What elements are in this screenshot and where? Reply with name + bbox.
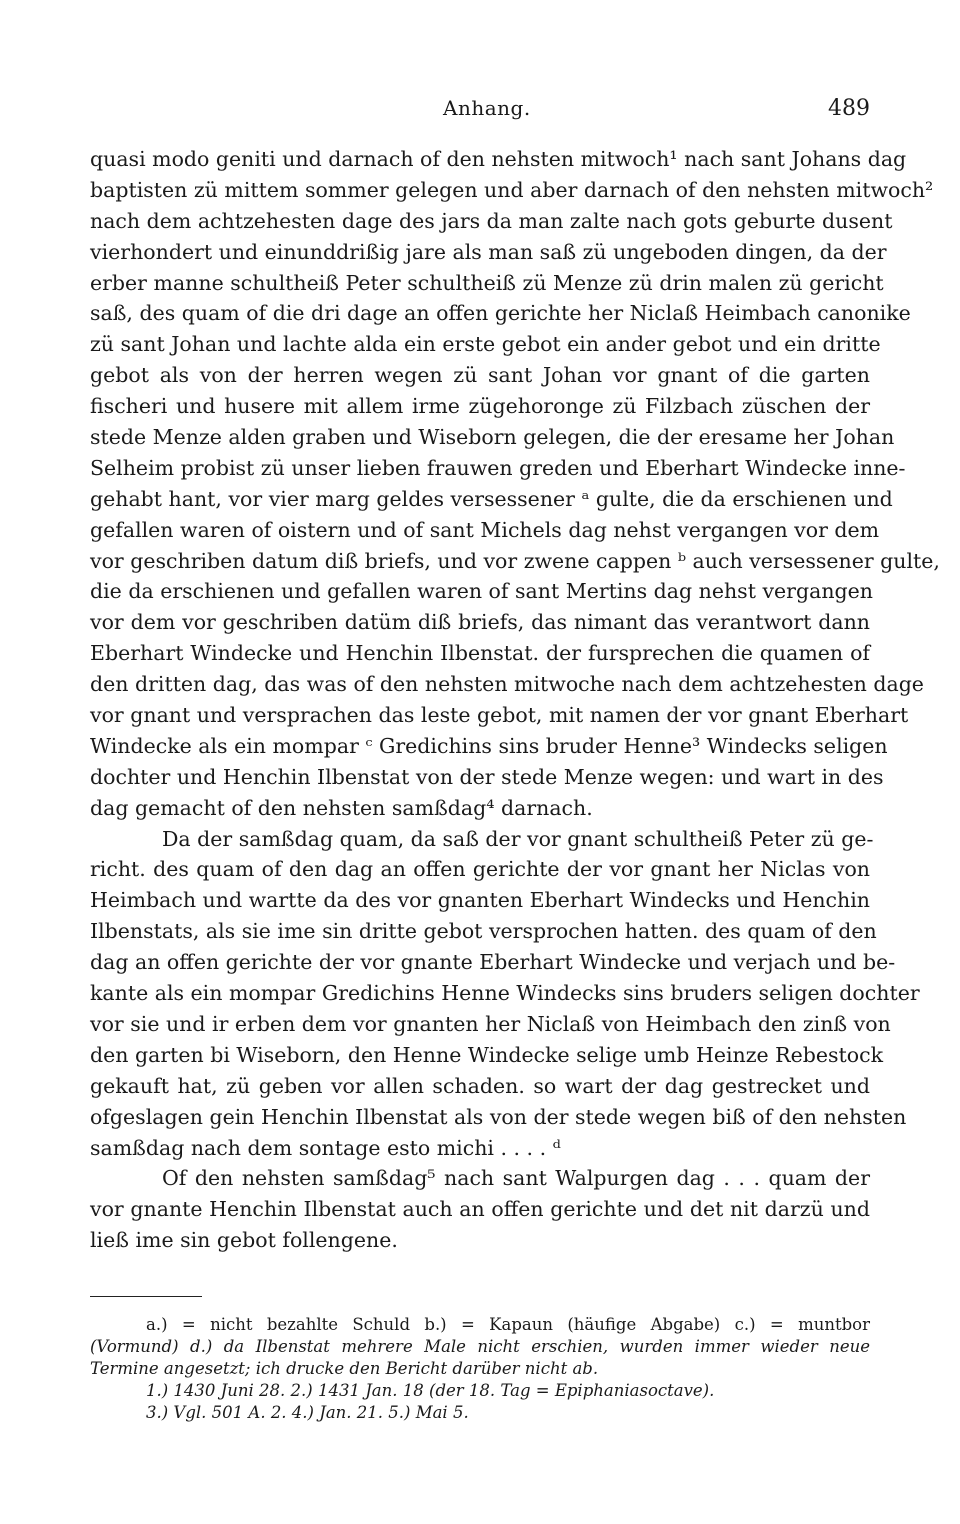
text-line: die da erschienen und gefallen waren of sant Mertins dag nehst vergangen xyxy=(90,579,873,604)
text-line: Windecke als ein mompar ᶜ Gredichins sins bruder Henne³ Windecks seligen xyxy=(90,733,888,758)
text-line: vor sie und ir erben dem vor gnanten her Niclaß von Heimbach den zinß von xyxy=(90,1011,891,1036)
text-line: Da der samßdag quam, da saß der vor gnant schultheiß Peter zü ge- xyxy=(162,826,874,851)
footnote-line: (Vormund) d.) da Ilbenstat mehrere Male nicht erschien, wurden immer wieder neue xyxy=(90,1337,870,1356)
text-line: fischeri und husere mit allem irme zügehoronge zü Filzbach züschen der xyxy=(90,394,870,419)
text-line: Selheim probist zü unser lieben frauwen greden und Eberhart Windecke inne- xyxy=(90,455,906,480)
text-line: Heimbach und wartte da des vor gnanten Eberhart Windecks und Henchin xyxy=(90,888,870,913)
footnote-line: Termine angesetzt; ich drucke den Bericht darüber nicht ab. xyxy=(90,1359,599,1378)
text-line: nach dem achtzehesten dage des jars da man zalte nach gots geburte dusent xyxy=(90,208,893,233)
text-line: vor gnante Henchin Ilbenstat auch an offen gerichte und det nit darzü und xyxy=(90,1197,870,1222)
text-line: Ilbenstats, als sie ime sin dritte gebot versprochen hatten. des quam of den xyxy=(90,919,877,944)
footnote-line: a.) = nicht bezahlte Schuld b.) = Kapaun (häufige Abgabe) c.) = muntbor xyxy=(146,1315,870,1334)
text-line: dag gemacht of den nehsten samßdag⁴ darnach. xyxy=(90,795,593,820)
text-line: vor gnant und versprachen das leste gebot, mit namen der vor gnant Eberhart xyxy=(90,703,909,728)
text-line: richt. des quam of den dag an offen gerichte der vor gnant her Niclas von xyxy=(90,857,870,882)
footnote-rule xyxy=(90,1296,202,1297)
text-line: ofgeslagen gein Henchin Ilbenstat als von der stede wegen biß of den nehsten xyxy=(90,1104,907,1129)
text-line: gefallen waren of oistern und of sant Michels dag nehst vergangen vor dem xyxy=(90,517,880,542)
text-line: saß, des quam of die dri dage an offen gerichte her Niclaß Heimbach canonike xyxy=(90,301,911,326)
text-line: Eberhart Windecke und Henchin Ilbenstat. der fursprechen die quamen of xyxy=(90,641,870,666)
text-line: Of den nehsten samßdag⁵ nach sant Walpurgen dag . . . quam der xyxy=(162,1166,870,1191)
footnote-line: 1.) 1430 Juni 28. 2.) 1431 Jan. 18 (der 18. Tag = Epiphaniasoctave). xyxy=(146,1381,715,1400)
text-line: den dritten dag, das was of den nehsten mitwoche nach dem achtzehesten dage xyxy=(90,672,924,697)
text-line: erber manne schultheiß Peter schultheiß zü Menze zü drin malen zü gericht xyxy=(90,270,884,295)
text-line: samßdag nach dem sontage esto michi . . . . ᵈ xyxy=(90,1135,561,1160)
text-line: vor geschriben datum diß briefs, und vor zwene cappen ᵇ auch versessener gulte, xyxy=(90,548,940,573)
page-header xyxy=(0,96,960,128)
main-text xyxy=(90,144,940,1256)
text-line: ließ ime sin gebot follengene. xyxy=(90,1228,398,1253)
footnote-line: 3.) Vgl. 501 A. 2. 4.) Jan. 21. 5.) Mai 5. xyxy=(146,1403,469,1422)
text-line: stede Menze alden graben und Wiseborn gelegen, die der eresame her Johan xyxy=(90,425,895,450)
text-line: baptisten zü mittem sommer gelegen und aber darnach of den nehsten mitwoch² xyxy=(90,177,934,202)
text-line: vierhondert und einunddrißig jare als man saß zü ungeboden dingen, da der xyxy=(90,239,887,264)
text-line: gekauft hat, zü geben vor allen schaden. so wart der dag gestrecket und xyxy=(90,1073,870,1098)
text-line: dag an offen gerichte der vor gnante Eberhart Windecke und verjach und be- xyxy=(90,950,896,975)
text-line: gebot als von der herren wegen zü sant Johan vor gnant of die garten xyxy=(90,363,870,388)
text-line: kante als ein mompar Gredichins Henne Windecks sins bruders seligen dochter xyxy=(90,981,920,1006)
footnotes xyxy=(90,1314,870,1424)
text-line: gehabt hant, vor vier marg geldes versessener ᵃ gulte, die da erschienen und xyxy=(90,486,893,511)
text-line: vor dem vor geschriben datüm diß briefs, das nimant das verantwort dann xyxy=(90,610,870,635)
text-line: dochter und Henchin Ilbenstat von der stede Menze wegen: und wart in des xyxy=(90,764,884,789)
running-title: Anhang. xyxy=(443,96,531,120)
text-line: quasi modo geniti und darnach of den nehsten mitwoch¹ nach sant Johans dag xyxy=(90,147,907,171)
page-number: 489 xyxy=(828,96,870,121)
text-line: zü sant Johan und lachte alda ein erste gebot ein ander gebot und ein dritte xyxy=(90,332,881,357)
text-line: den garten bi Wiseborn, den Henne Windecke selige umb Heinze Rebestock xyxy=(90,1042,883,1067)
